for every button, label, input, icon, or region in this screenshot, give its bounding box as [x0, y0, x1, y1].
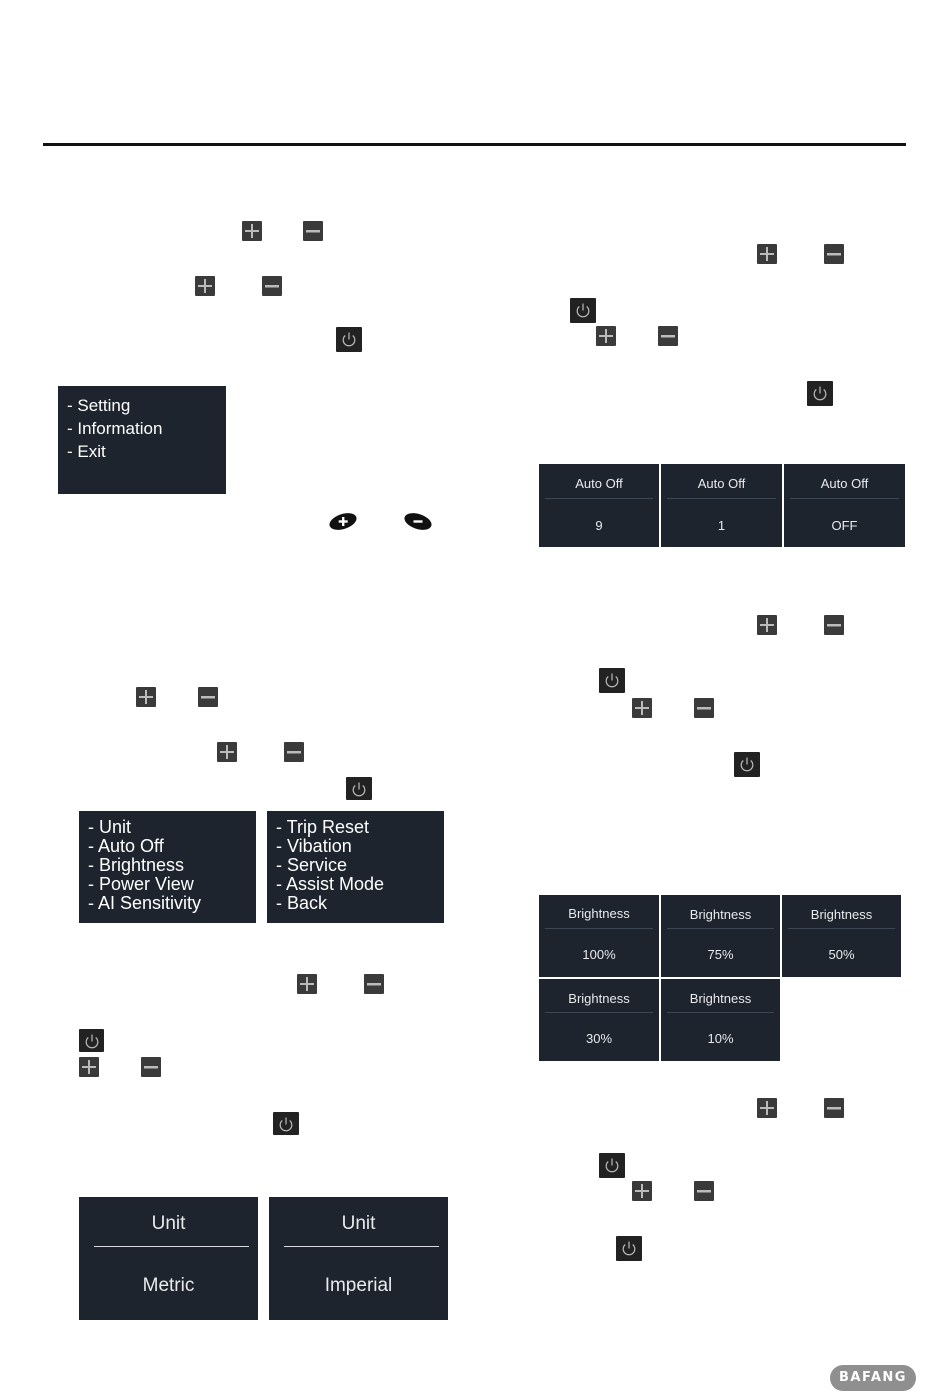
menu-item-vibation[interactable]: - Vibation	[276, 836, 352, 856]
plus-icon	[242, 221, 262, 241]
power-icon	[599, 668, 625, 693]
tile-label: Auto Off	[820, 476, 869, 491]
menu-item-trip-reset[interactable]: - Trip Reset	[276, 817, 370, 837]
main-menu-panel	[58, 386, 226, 494]
tile-divider	[790, 498, 899, 499]
plus-icon	[136, 687, 156, 707]
menu-item-information[interactable]: - Information	[67, 419, 163, 438]
tile-label: Unit	[151, 1213, 186, 1234]
brightness-tile	[539, 895, 659, 977]
tile-divider	[667, 928, 774, 929]
minus-icon	[364, 974, 384, 994]
minus-icon	[284, 742, 304, 762]
tile-label: Brightness	[568, 991, 630, 1006]
menu-item-service[interactable]: - Service	[276, 855, 348, 875]
tile-label: Auto Off	[697, 476, 746, 491]
bafang-logo: BAFANG	[830, 1365, 916, 1391]
minus-icon	[262, 276, 282, 296]
minus-icon	[303, 221, 323, 241]
menu-item-setting[interactable]: - Setting	[67, 396, 131, 415]
tile-value: 50%	[828, 947, 855, 962]
tile-divider	[545, 498, 653, 499]
tile-value: 100%	[582, 947, 616, 962]
tile-label: Brightness	[810, 907, 873, 922]
plus-icon	[79, 1057, 99, 1077]
power-icon	[570, 298, 596, 323]
tile-divider	[545, 1012, 653, 1013]
plus-icon	[195, 276, 215, 296]
settings-menu-right-panel	[267, 811, 444, 923]
plus-icon	[632, 698, 652, 718]
unit-tile-imperial	[269, 1197, 448, 1320]
unit-tile-metric	[79, 1197, 258, 1320]
tile-divider	[667, 1012, 774, 1013]
tile-divider	[667, 498, 776, 499]
menu-item-auto-off[interactable]: - Auto Off	[88, 836, 164, 856]
tile-value: 30%	[585, 1031, 613, 1046]
header-rule	[43, 143, 906, 146]
power-icon	[807, 381, 833, 406]
menu-item-ai-sensitivity[interactable]: - AI Sensitivity	[88, 893, 202, 913]
tile-divider	[284, 1246, 439, 1247]
brightness-tile	[661, 895, 780, 977]
power-icon	[616, 1236, 642, 1261]
power-icon	[336, 327, 362, 352]
menu-item-back[interactable]: - Back	[276, 893, 328, 913]
tile-value: OFF	[831, 518, 858, 533]
minus-icon	[658, 326, 678, 346]
tile-value: 10%	[707, 1031, 734, 1046]
tile-label: Brightness	[689, 991, 752, 1006]
plus-icon	[757, 1098, 777, 1118]
power-icon	[79, 1029, 104, 1052]
remote-minus-icon	[403, 513, 433, 530]
menu-item-power-view[interactable]: - Power View	[88, 874, 194, 894]
minus-icon	[694, 698, 714, 718]
plus-icon	[757, 615, 777, 635]
settings-menu-left-panel	[79, 811, 256, 923]
minus-icon	[694, 1181, 714, 1201]
brightness-tile	[661, 979, 780, 1061]
menu-item-brightness[interactable]: - Brightness	[88, 855, 185, 875]
menu-item-exit[interactable]: - Exit	[67, 442, 106, 461]
minus-icon	[824, 244, 844, 264]
tile-divider	[94, 1246, 249, 1247]
remote-plus-icon	[328, 513, 358, 530]
auto-off-tile	[539, 464, 659, 547]
minus-icon	[824, 1098, 844, 1118]
power-icon	[273, 1112, 299, 1135]
power-icon	[734, 752, 760, 777]
tile-value: 75%	[707, 947, 734, 962]
plus-icon	[596, 326, 616, 346]
plus-icon	[632, 1181, 652, 1201]
menu-item-assist-mode[interactable]: - Assist Mode	[276, 874, 385, 894]
tile-label: Brightness	[689, 907, 752, 922]
tile-value: Imperial	[324, 1275, 393, 1296]
power-icon	[599, 1153, 625, 1178]
tile-value: 1	[717, 518, 726, 533]
power-icon	[346, 777, 372, 800]
auto-off-tile	[784, 464, 905, 547]
plus-icon	[297, 974, 317, 994]
tile-divider	[545, 928, 653, 929]
minus-icon	[141, 1057, 161, 1077]
brightness-tile	[539, 979, 659, 1061]
tile-label: Unit	[341, 1213, 376, 1234]
plus-icon	[757, 244, 777, 264]
minus-icon	[824, 615, 844, 635]
minus-icon	[198, 687, 218, 707]
auto-off-tile	[661, 464, 782, 547]
tile-value: 9	[595, 518, 603, 533]
tile-divider	[788, 928, 895, 929]
plus-icon	[217, 742, 237, 762]
tile-value: Metric	[142, 1275, 195, 1296]
menu-item-unit[interactable]: - Unit	[88, 817, 132, 837]
brightness-tile	[782, 895, 901, 977]
tile-label: Brightness	[568, 906, 630, 921]
tile-label: Auto Off	[575, 476, 623, 491]
